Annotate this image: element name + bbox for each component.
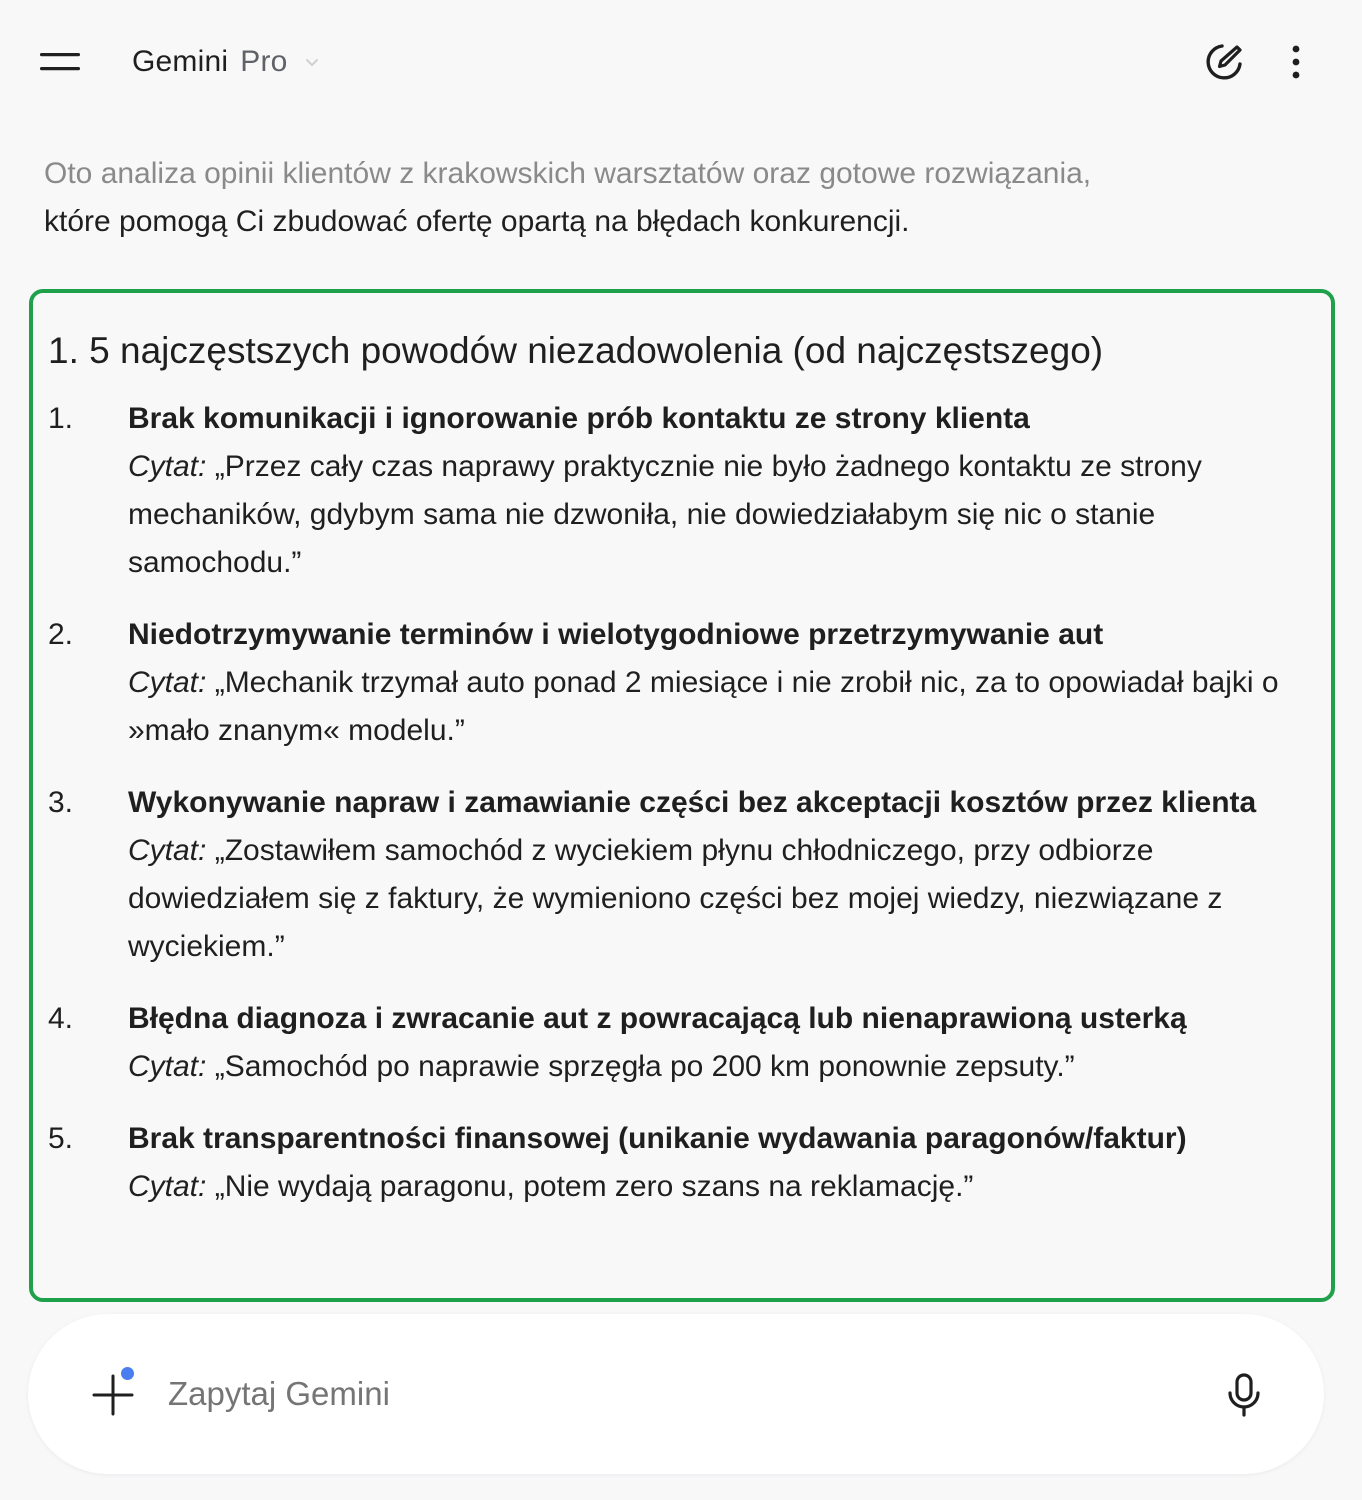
response-intro (44, 150, 1314, 246)
list-item-number: 1. (48, 402, 74, 435)
list-item-number: 3. (48, 786, 74, 819)
section-heading: 1. 5 najczęstszych powodów niezadowolenia (od najczęstszego) (48, 330, 1104, 371)
quote-text: „Samochód po naprawie sprzęgła po 200 km ponownie zepsuty.” (214, 1050, 1075, 1083)
microphone-icon (1222, 1370, 1266, 1420)
highlighted-response-section (29, 289, 1335, 1302)
quote-label: Cytat: (128, 1050, 207, 1083)
edit-icon (1200, 38, 1248, 86)
quote-label: Cytat: (128, 834, 207, 867)
list-item-number: 5. (48, 1122, 74, 1155)
top-bar (0, 0, 1362, 124)
more-vert-icon (1276, 38, 1316, 86)
chevron-down-icon (302, 52, 322, 72)
quote-text: „Zostawiłem samochód z wyciekiem płynu chłodniczego, przy odbiorze dowiedziałem się z faktury, że wymieniono części bez mojej wiedzy, niezwiązane z wyciekiem.” (128, 834, 1223, 963)
intro-faded-line: Oto analiza opinii klientów z krakowskich warsztatów oraz gotowe rozwiązania, (44, 157, 1092, 190)
list-item-title: Niedotrzymywanie terminów i wielotygodniowe przetrzymywanie aut (128, 618, 1104, 651)
quote-label: Cytat: (128, 1170, 207, 1203)
list-item-title: Wykonywanie napraw i zamawianie części bez akceptacji kosztów przez klienta (128, 786, 1257, 819)
menu-icon (36, 42, 84, 82)
quote-label: Cytat: (128, 666, 207, 699)
list-item-title: Brak transparentności finansowej (unikanie wydawania paragonów/faktur) (128, 1122, 1187, 1155)
complaints-list (48, 395, 1318, 1235)
list-item (48, 395, 1318, 587)
new-chat-button[interactable] (1200, 38, 1248, 86)
prompt-input[interactable] (168, 1368, 1168, 1420)
quote-text: „Mechanik trzymał auto ponad 2 miesiące i nie zrobił nic, za to opowiadał bajki o »mało znanym« modelu.” (128, 666, 1279, 747)
list-item (48, 779, 1318, 971)
list-item (48, 1115, 1318, 1211)
menu-button[interactable] (36, 42, 84, 82)
app-name: Gemini (132, 45, 229, 78)
list-item-number: 2. (48, 618, 74, 651)
quote-text: „Przez cały czas naprawy praktycznie nie było żadnego kontaktu ze strony mechaników, gdybym sama nie dzwoniła, nie dowiedziałabym się nic o stanie samochodu.” (128, 450, 1202, 579)
list-item (48, 995, 1318, 1091)
list-item-title: Błędna diagnoza i zwracanie aut z powracającą lub nienaprawioną usterką (128, 1002, 1187, 1035)
notification-dot (121, 1367, 134, 1380)
voice-input-button[interactable] (1222, 1370, 1266, 1420)
list-item (48, 611, 1318, 755)
list-item-title: Brak komunikacji i ignorowanie prób kontaktu ze strony klienta (128, 402, 1030, 435)
more-options-button[interactable] (1276, 38, 1316, 86)
model-name: Pro (240, 45, 288, 78)
intro-line: które pomogą Ci zbudować ofertę opartą na błędach konkurencji. (44, 205, 910, 238)
model-selector[interactable] (132, 42, 322, 82)
list-item-number: 4. (48, 1002, 74, 1035)
quote-text: „Nie wydają paragonu, potem zero szans na reklamację.” (214, 1170, 974, 1203)
prompt-composer (28, 1314, 1324, 1474)
quote-label: Cytat: (128, 450, 207, 483)
